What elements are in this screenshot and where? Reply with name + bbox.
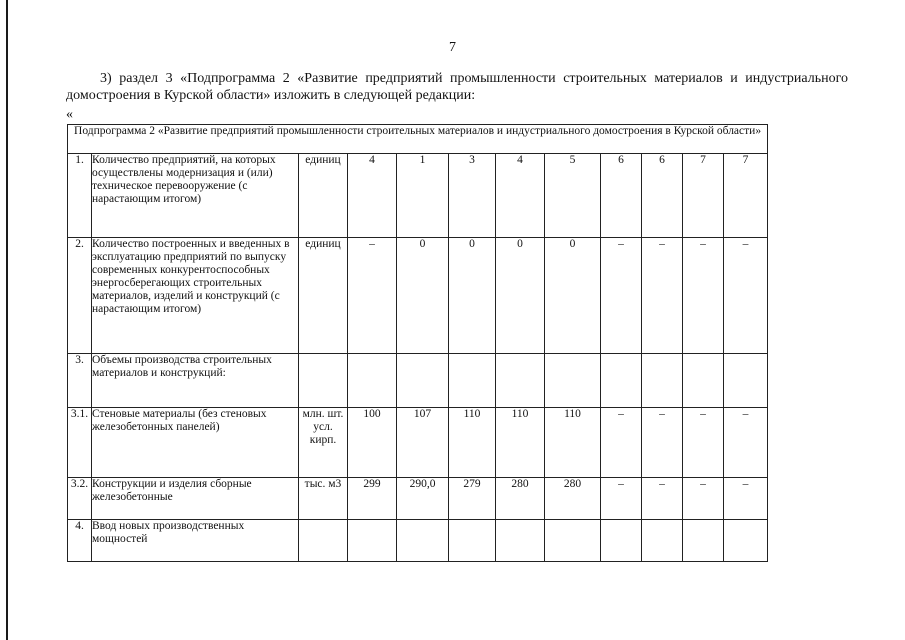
table-row	[68, 478, 768, 520]
value-cell	[449, 520, 496, 562]
page-number: 7	[449, 40, 456, 55]
value-cell	[683, 354, 724, 408]
value-cell: –	[642, 408, 683, 478]
value-cell: 0	[496, 238, 545, 354]
value-cell	[642, 520, 683, 562]
value-cell: –	[348, 238, 397, 354]
value-cell: 280	[496, 478, 545, 520]
value-cell: 6	[601, 154, 642, 238]
value-cell: 110	[545, 408, 601, 478]
row-number: 2.	[68, 238, 92, 354]
value-cell: 4	[348, 154, 397, 238]
unit-cell	[299, 354, 348, 408]
value-cell: –	[724, 238, 768, 354]
value-cell: –	[642, 238, 683, 354]
table-title: Подпрограмма 2 «Развитие предприятий промышленности строительных материалов и индустриального домостроения в Курской области»	[68, 125, 768, 154]
value-cell: 0	[545, 238, 601, 354]
value-cell	[683, 520, 724, 562]
table-title-row	[68, 125, 768, 154]
value-cell	[348, 354, 397, 408]
value-cell: –	[601, 408, 642, 478]
value-cell: –	[601, 478, 642, 520]
value-cell	[601, 354, 642, 408]
row-number: 3.	[68, 354, 92, 408]
value-cell: 110	[449, 408, 496, 478]
indicator-name: Стеновые материалы (без стеновых железобетонных панелей)	[92, 408, 299, 478]
value-cell: 279	[449, 478, 496, 520]
value-cell: 1	[397, 154, 449, 238]
left-border-line	[6, 0, 8, 640]
value-cell: 100	[348, 408, 397, 478]
value-cell	[348, 520, 397, 562]
value-cell	[545, 354, 601, 408]
indicator-name: Количество построенных и введенных в эксплуатацию предприятий по выпуску современных конкурентоспособных энергосберегающих строительных материалов, изделий и конструкций (с нарастающим итогом)	[92, 238, 299, 354]
unit-cell	[299, 520, 348, 562]
indicator-name: Объемы производства строительных материалов и конструкций:	[92, 354, 299, 408]
opening-quote-mark: «	[66, 107, 73, 122]
unit-cell: млн. шт. усл. кирп.	[299, 408, 348, 478]
value-cell: 7	[683, 154, 724, 238]
value-cell: –	[683, 238, 724, 354]
table-row	[68, 238, 768, 354]
value-cell	[449, 354, 496, 408]
value-cell	[545, 520, 601, 562]
unit-cell: тыс. м3	[299, 478, 348, 520]
value-cell	[601, 520, 642, 562]
value-cell: –	[642, 478, 683, 520]
row-number: 3.2.	[68, 478, 92, 520]
table-row	[68, 520, 768, 562]
row-number: 1.	[68, 154, 92, 238]
unit-cell: единиц	[299, 238, 348, 354]
value-cell: 7	[724, 154, 768, 238]
row-number: 3.1.	[68, 408, 92, 478]
value-cell: 5	[545, 154, 601, 238]
indicator-name: Конструкции и изделия сборные железобетонные	[92, 478, 299, 520]
value-cell: –	[601, 238, 642, 354]
value-cell: 0	[449, 238, 496, 354]
value-cell: –	[724, 408, 768, 478]
value-cell: 0	[397, 238, 449, 354]
unit-cell: единиц	[299, 154, 348, 238]
indicator-name: Ввод новых производственных мощностей	[92, 520, 299, 562]
value-cell	[397, 354, 449, 408]
value-cell	[496, 354, 545, 408]
value-cell: 280	[545, 478, 601, 520]
value-cell	[496, 520, 545, 562]
intro-paragraph: 3) раздел 3 «Подпрограмма 2 «Развитие предприятий промышленности строительных материалов и индустриального домостроения в Курской области» изложить в следующей редакции:	[66, 71, 848, 103]
value-cell	[724, 520, 768, 562]
indicator-name: Количество предприятий, на которых осуществлены модернизация и (или) техническое перевооружение (с нарастающим итогом)	[92, 154, 299, 238]
value-cell: 107	[397, 408, 449, 478]
value-cell: 290,0	[397, 478, 449, 520]
value-cell: –	[683, 408, 724, 478]
value-cell: –	[724, 478, 768, 520]
value-cell: 4	[496, 154, 545, 238]
value-cell	[642, 354, 683, 408]
value-cell	[724, 354, 768, 408]
value-cell	[397, 520, 449, 562]
value-cell: 299	[348, 478, 397, 520]
value-cell: –	[683, 478, 724, 520]
row-number: 4.	[68, 520, 92, 562]
value-cell: 6	[642, 154, 683, 238]
value-cell: 110	[496, 408, 545, 478]
table-row	[68, 408, 768, 478]
subprogram-indicators-table	[67, 124, 768, 562]
table-row	[68, 154, 768, 238]
table-row	[68, 354, 768, 408]
value-cell: 3	[449, 154, 496, 238]
